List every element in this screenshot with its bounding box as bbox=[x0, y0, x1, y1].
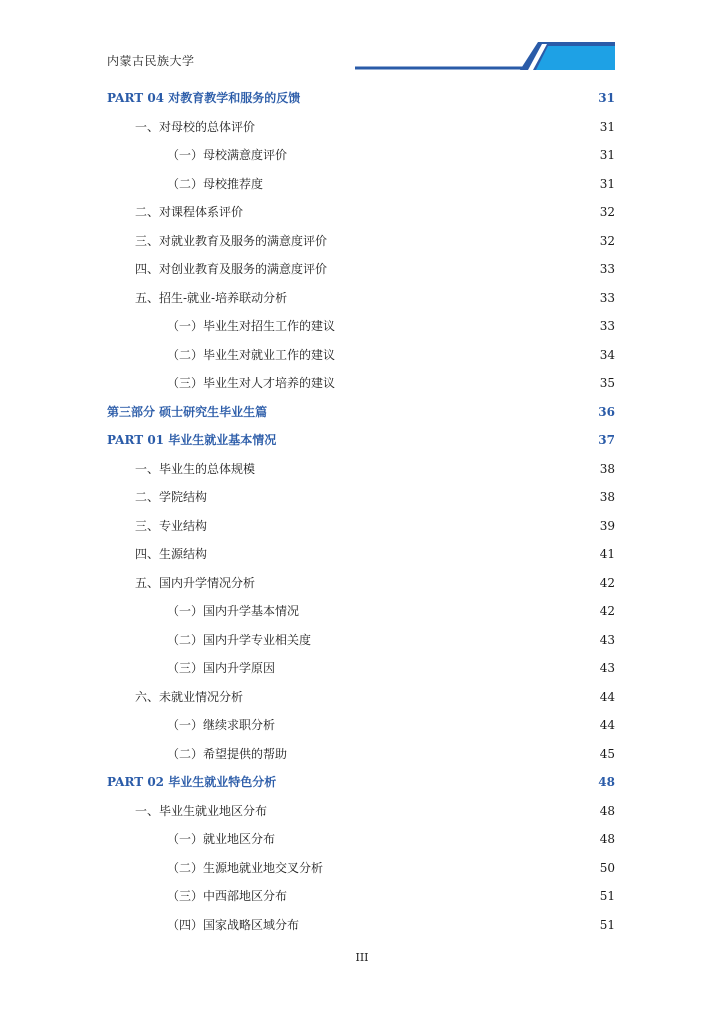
toc-entry-title: （二）毕业生对就业工作的建议 bbox=[167, 347, 336, 362]
toc-entry-title: 四、对创业教育及服务的满意度评价 bbox=[135, 262, 328, 276]
toc-entry-page: 43 bbox=[599, 661, 615, 675]
toc-entry-page: 31 bbox=[598, 91, 615, 105]
table-of-contents bbox=[107, 84, 615, 939]
toc-entry-title: 二、对课程体系评价 bbox=[135, 205, 244, 219]
toc-entry-title: （二）希望提供的帮助 bbox=[167, 746, 288, 761]
toc-entry[interactable] bbox=[107, 312, 615, 341]
toc-entry-page: 35 bbox=[599, 376, 615, 390]
toc-entry-page: 43 bbox=[599, 632, 615, 647]
toc-entry-page: 44 bbox=[599, 718, 615, 732]
toc-entry-page: 39 bbox=[599, 518, 615, 533]
toc-entry-title: （三）国内升学原因 bbox=[167, 661, 276, 675]
toc-entry-title: 五、招生-就业-培养联动分析 bbox=[135, 290, 288, 305]
toc-entry-page: 48 bbox=[598, 775, 615, 789]
toc-entry-title: 三、对就业教育及服务的满意度评价 bbox=[135, 233, 328, 248]
toc-entry-page: 33 bbox=[599, 290, 615, 305]
toc-entry-title: 一、毕业生就业地区分布 bbox=[135, 803, 268, 818]
toc-entry[interactable] bbox=[107, 255, 615, 284]
toc-entry-page: 48 bbox=[599, 832, 615, 846]
toc-entry-page: 33 bbox=[599, 262, 615, 276]
toc-entry-page: 32 bbox=[599, 233, 615, 248]
page-number: III bbox=[355, 951, 369, 964]
toc-entry-title: （一）就业地区分布 bbox=[167, 832, 276, 846]
toc-entry[interactable] bbox=[107, 170, 615, 199]
toc-entry-title: （三）毕业生对人才培养的建议 bbox=[167, 376, 336, 390]
toc-entry-page: 31 bbox=[599, 176, 615, 191]
toc-entry[interactable] bbox=[107, 882, 615, 911]
toc-entry[interactable] bbox=[107, 455, 615, 484]
toc-entry[interactable] bbox=[107, 540, 615, 569]
toc-entry-title: PART 02 毕业生就业特色分析 bbox=[107, 775, 277, 789]
toc-entry-page: 51 bbox=[599, 917, 615, 932]
toc-entry[interactable] bbox=[107, 141, 615, 170]
toc-entry-title: 一、对母校的总体评价 bbox=[135, 119, 256, 134]
toc-entry-page: 38 bbox=[599, 461, 615, 476]
toc-entry[interactable] bbox=[107, 825, 615, 854]
toc-entry-title: （一）毕业生对招生工作的建议 bbox=[167, 319, 336, 333]
toc-entry[interactable] bbox=[107, 512, 615, 541]
toc-entry-page: 32 bbox=[599, 205, 615, 219]
toc-entry-page: 50 bbox=[599, 860, 615, 875]
header-accent-light bbox=[536, 46, 615, 70]
toc-entry-title: （二）生源地就业地交叉分析 bbox=[167, 860, 324, 875]
toc-entry[interactable] bbox=[107, 597, 615, 626]
toc-entry-page: 38 bbox=[599, 490, 615, 504]
toc-entry-title: （四）国家战略区域分布 bbox=[167, 917, 300, 932]
toc-entry-title: 一、毕业生的总体规模 bbox=[135, 461, 256, 476]
toc-entry-page: 31 bbox=[599, 119, 615, 134]
toc-entry-page: 36 bbox=[598, 404, 615, 419]
toc-entry-page: 51 bbox=[599, 889, 615, 903]
toc-entry-title: 二、学院结构 bbox=[135, 490, 208, 504]
toc-entry[interactable] bbox=[107, 369, 615, 398]
toc-entry[interactable] bbox=[107, 198, 615, 227]
toc-entry-title: 第三部分 硕士研究生毕业生篇 bbox=[107, 404, 268, 419]
toc-entry-page: 31 bbox=[599, 148, 615, 162]
toc-entry[interactable] bbox=[107, 854, 615, 883]
toc-entry[interactable] bbox=[107, 113, 615, 142]
toc-entry-page: 45 bbox=[599, 746, 615, 761]
toc-entry-page: 42 bbox=[599, 604, 615, 618]
toc-entry[interactable] bbox=[107, 768, 615, 797]
toc-entry[interactable] bbox=[107, 711, 615, 740]
toc-entry-title: 四、生源结构 bbox=[135, 547, 208, 561]
toc-entry-title: 五、国内升学情况分析 bbox=[135, 575, 256, 590]
toc-entry[interactable] bbox=[107, 569, 615, 598]
toc-entry-page: 33 bbox=[599, 319, 615, 333]
toc-entry[interactable] bbox=[107, 740, 615, 769]
toc-entry-title: 六、未就业情况分析 bbox=[135, 689, 244, 704]
toc-entry-page: 34 bbox=[599, 347, 615, 362]
toc-entry-page: 41 bbox=[599, 547, 615, 561]
toc-entry-title: PART 01 毕业生就业基本情况 bbox=[107, 433, 277, 447]
toc-entry[interactable] bbox=[107, 341, 615, 370]
toc-entry[interactable] bbox=[107, 84, 615, 113]
toc-entry-page: 42 bbox=[599, 575, 615, 590]
toc-entry-page: 44 bbox=[599, 689, 615, 704]
toc-entry[interactable] bbox=[107, 654, 615, 683]
toc-entry[interactable] bbox=[107, 398, 615, 427]
toc-entry[interactable] bbox=[107, 284, 615, 313]
toc-entry-page: 37 bbox=[598, 433, 615, 447]
toc-entry-title: （一）母校满意度评价 bbox=[167, 148, 288, 162]
toc-entry[interactable] bbox=[107, 483, 615, 512]
toc-entry-title: （一）国内升学基本情况 bbox=[167, 604, 300, 618]
toc-entry-title: （二）母校推荐度 bbox=[167, 176, 264, 191]
toc-entry-title: （一）继续求职分析 bbox=[167, 718, 276, 732]
toc-entry[interactable] bbox=[107, 911, 615, 940]
toc-entry[interactable] bbox=[107, 426, 615, 455]
toc-entry-page: 48 bbox=[599, 803, 615, 818]
toc-entry[interactable] bbox=[107, 683, 615, 712]
toc-entry-title: （三）中西部地区分布 bbox=[167, 889, 288, 903]
toc-entry[interactable] bbox=[107, 227, 615, 256]
toc-entry-title: 三、专业结构 bbox=[135, 518, 208, 533]
header-title: 内蒙古民族大学 bbox=[107, 54, 195, 68]
toc-entry-title: （二）国内升学专业相关度 bbox=[167, 632, 312, 647]
toc-entry-title: PART 04 对教育教学和服务的反馈 bbox=[107, 91, 301, 105]
toc-entry[interactable] bbox=[107, 797, 615, 826]
toc-entry[interactable] bbox=[107, 626, 615, 655]
